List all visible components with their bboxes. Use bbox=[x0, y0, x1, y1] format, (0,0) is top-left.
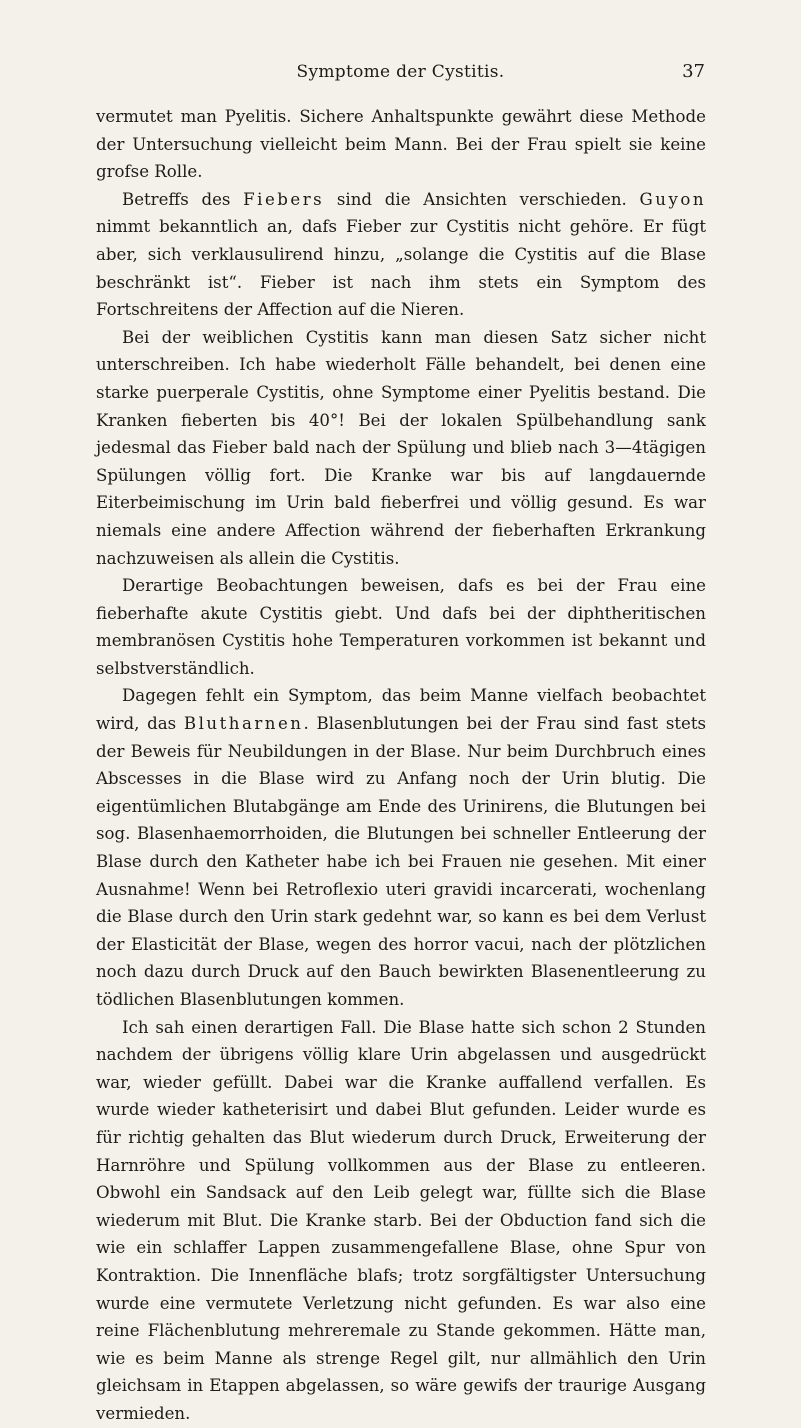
paragraph-continuation bbox=[96, 103, 706, 186]
spaced-name-guyon: Guyon bbox=[639, 189, 707, 209]
spaced-term-blutharnen: Blutharnen bbox=[183, 714, 304, 734]
text-span: sind die Ansichten verschieden. bbox=[324, 189, 640, 209]
paragraph-observations bbox=[96, 572, 706, 682]
text-span: Derartige Beobachtungen beweisen, dafs es bei der Frau eine fieberhafte akute Cystitis giebt. Und dafs bei der diphtheritischen membranösen Cystitis hohe Temperaturen vorkommen ist bekannt und selbstverständlich. bbox=[96, 576, 706, 678]
text-span: vermutet man Pyelitis. Sichere Anhaltspunkte gewährt diese Methode der Untersuchung vielleicht beim Mann. Bei der Frau spielt sie keine grofse Rolle. bbox=[96, 107, 706, 182]
text-span: Dagegen fehlt ein Symptom, das beim Manne vielfach beobachtet wird, das bbox=[96, 686, 706, 734]
body-text bbox=[96, 103, 706, 1428]
text-span: Bei der weiblichen Cystitis kann man diesen Satz sicher nicht unterschreiben. Ich habe wiederholt Fälle behandelt, bei denen eine starke puerperale Cystitis, ohne Symptome einer Pyelitis bestand. Die Kranken fieberten bis 40°! Bei der lokalen Spülbehandlung sank jedesmal das Fieber bald nach der Spülung und blieb nach 3—4tägigen Spülungen völlig fort. Die Kranke war bis auf langdauernde Eiterbeimischung im Urin bald fieberfrei und völlig gesund. Es war niemals eine andere Affection während der fieberhaften Erkrankung nachzuweisen als allein die Cystitis. bbox=[96, 327, 706, 568]
page-number: 37 bbox=[682, 61, 705, 82]
spaced-term-fiebers: Fiebers bbox=[243, 189, 325, 209]
text-span: Ich sah einen derartigen Fall. Die Blase hatte sich schon 2 Stunden nachdem der übrigens völlig klare Urin abgelassen und ausgedrückt war, wieder gefüllt. Dabei war die Kranke auffallend verfallen. Es wurde wieder katheterisirt und dabei Blut gefunden. Leider wurde es für richtig gehalten das Blut wiederum durch Druck, Erweiterung der Harnröhre und Spülung vollkommen aus der Blase zu entleeren. Obwohl ein Sandsack auf den Leib gelegt war, füllte sich die Blase wiederum mit Blut. Die Kranke starb. Bei der Obduction fand sich die wie ein schlaffer Lappen zusammengefallene Blase, ohne Spur von Kontraktion. Die Innenfläche blafs; trotz sorgfältigster Untersuchung wurde eine vermutete Verletzung nicht gefunden. Es war also eine reine Flächenblutung mehreremale zu Stande gekommen. Hätte man, wie es beim Manne als strenge Regel gilt, nur allmählich den Urin gleichsam in Etappen abgelassen, so wäre gewifs der traurige Ausgang vermieden. bbox=[96, 1017, 706, 1423]
paragraph-fever bbox=[96, 186, 706, 324]
text-span: . Blasenblutungen bei der Frau sind fast stets der Beweis für Neubildungen in der Blase. Nur beim Durchbruch eines Abscesses in die Blase wird zu Anfang noch der Urin blutig. Die eigentümlichen Blutabgänge am Ende des Urinirens, die Blutungen bei sog. Blasenhaemorrhoiden, die Blutungen bei schneller Entleerung der Blase durch den Katheter habe ich bei Frauen nie gesehen. Mit einer Ausnahme! Wenn bei Retroflexio uteri gravidi incarcerati, wochenlang die Blase durch den Urin stark gedehnt war, so kann es bei dem Verlust der Elasticität der Blase, wegen des horror vacui, nach der plötzlichen noch dazu durch Druck auf den Bauch bewirkten Blasenentleerung zu tödlichen Blasenblutungen kommen. bbox=[96, 714, 707, 1009]
paragraph-female-cystitis bbox=[96, 324, 706, 572]
paragraph-blood-urine bbox=[96, 682, 706, 1013]
paragraph-case-report bbox=[96, 1014, 706, 1428]
text-span: Betreffs des bbox=[122, 189, 244, 209]
text-span: nimmt bekanntlich an, dafs Fieber zur Cystitis nicht gehöre. Er fügt aber, sich verklausulirend hinzu, „solange die Cystitis auf die Blase beschränkt ist“. Fieber ist nach ihm stets ein Symptom des Fortschreitens der Affection auf die Nieren. bbox=[96, 217, 706, 320]
running-title: Symptome der Cystitis. bbox=[296, 62, 505, 82]
running-head bbox=[96, 60, 705, 84]
